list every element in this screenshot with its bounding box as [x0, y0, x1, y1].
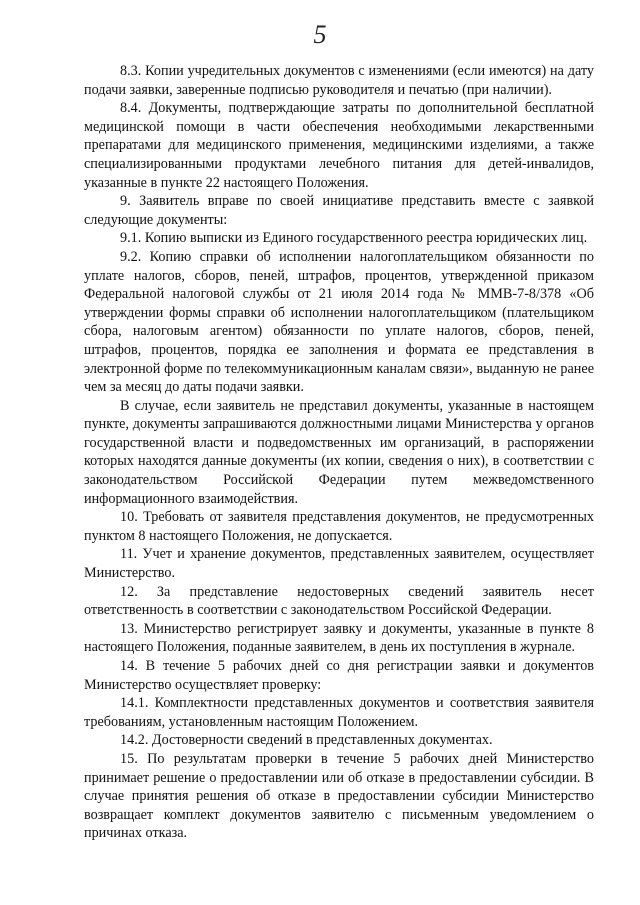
- paragraph-14: 14. В течение 5 рабочих дней со дня регистрации заявки и документов Министерство осуществляет проверку:: [84, 658, 594, 693]
- paragraph-11: 11. Учет и хранение документов, представленных заявителем, осуществляет Министерство.: [84, 546, 594, 582]
- paragraph-13: 13. Министерство регистрирует заявку и документы, указанные в пункте 8 настоящего Положения, поданные заявителем, в день их поступления в журнале.: [84, 620, 594, 656]
- paragraph-14-1: 14.1. Комплектности представленных документов и соответствия заявителя требованиям, установленным настоящим Положением.: [84, 695, 594, 730]
- paragraph-12: 12. За представление недостоверных сведений заявитель несет ответственность в соответствии с законодательством Российской Федерации.: [84, 583, 594, 619]
- page-number: 5: [313, 20, 327, 49]
- paragraph-9-2: 9.2. Копию справки об исполнении налогоплательщиком обязанности по уплате налогов, сборов, пеней, штрафов, процентов, утвержденной приказом Федеральной налоговой службы от 21 июля 2014 года № ММВ-7-8/378 «Об утверждении формы справки об исполнении налогоплательщиком (плательщиком сбора, налоговым агентом) обязанности по уплате налогов, сборов, пеней, штрафов, процентов, порядка ее заполнения и формата ее представления в электронной форме по телекоммуникационным каналам связи», выданную не ранее чем за месяц до даты подачи заявки.: [84, 248, 594, 396]
- paragraph-8-4: 8.4. Документы, подтверждающие затраты по дополнительной бесплатной медицинской помощи в части обеспечения необходимыми лекарственными препаратами для медицинского применения, медицинскими изделиями, а также специализированными продуктами лечебного питания для детей-инвалидов, указанные в пункте 22 настоящего Положения.: [84, 100, 594, 191]
- paragraph-9-note: В случае, если заявитель не представил документы, указанные в настоящем пункте, документы запрашиваются должностными лицами Министерства у органов государственной власти и подведомственных им организаций, в распоряжении которых находятся данные документы (их копии, сведения о них), в соответствии с законодательством Российской Федерации путем межведомственного информационного взаимодействия.: [84, 397, 594, 507]
- document-body: [84, 62, 594, 843]
- paragraph-9-1: 9.1. Копию выписки из Единого государственного реестра юридических лиц.: [120, 230, 588, 247]
- paragraph-10: 10. Требовать от заявителя представления документов, не предусмотренных пунктом 8 настоящего Положения, не допускается.: [84, 509, 594, 544]
- paragraph-15: 15. По результатам проверки в течение 5 рабочих дней Министерство принимает решение о предоставлении или об отказе в предоставлении субсидии. В случае принятия решения об отказе в предоставлении субсидии Министерство возвращает комплект документов заявителю с письменным уведомлением о причинах отказа.: [84, 750, 594, 842]
- paragraph-14-2: 14.2. Достоверности сведений в представленных документах.: [120, 732, 493, 749]
- paragraph-8-3: 8.3. Копии учредительных документов с изменениями (если имеются) на дату подачи заявки, заверенные подписью руководителя и печатью (при наличии).: [84, 63, 594, 98]
- paragraph-9: 9. Заявитель вправе по своей инициативе представить вместе с заявкой следующие документы:: [84, 193, 594, 228]
